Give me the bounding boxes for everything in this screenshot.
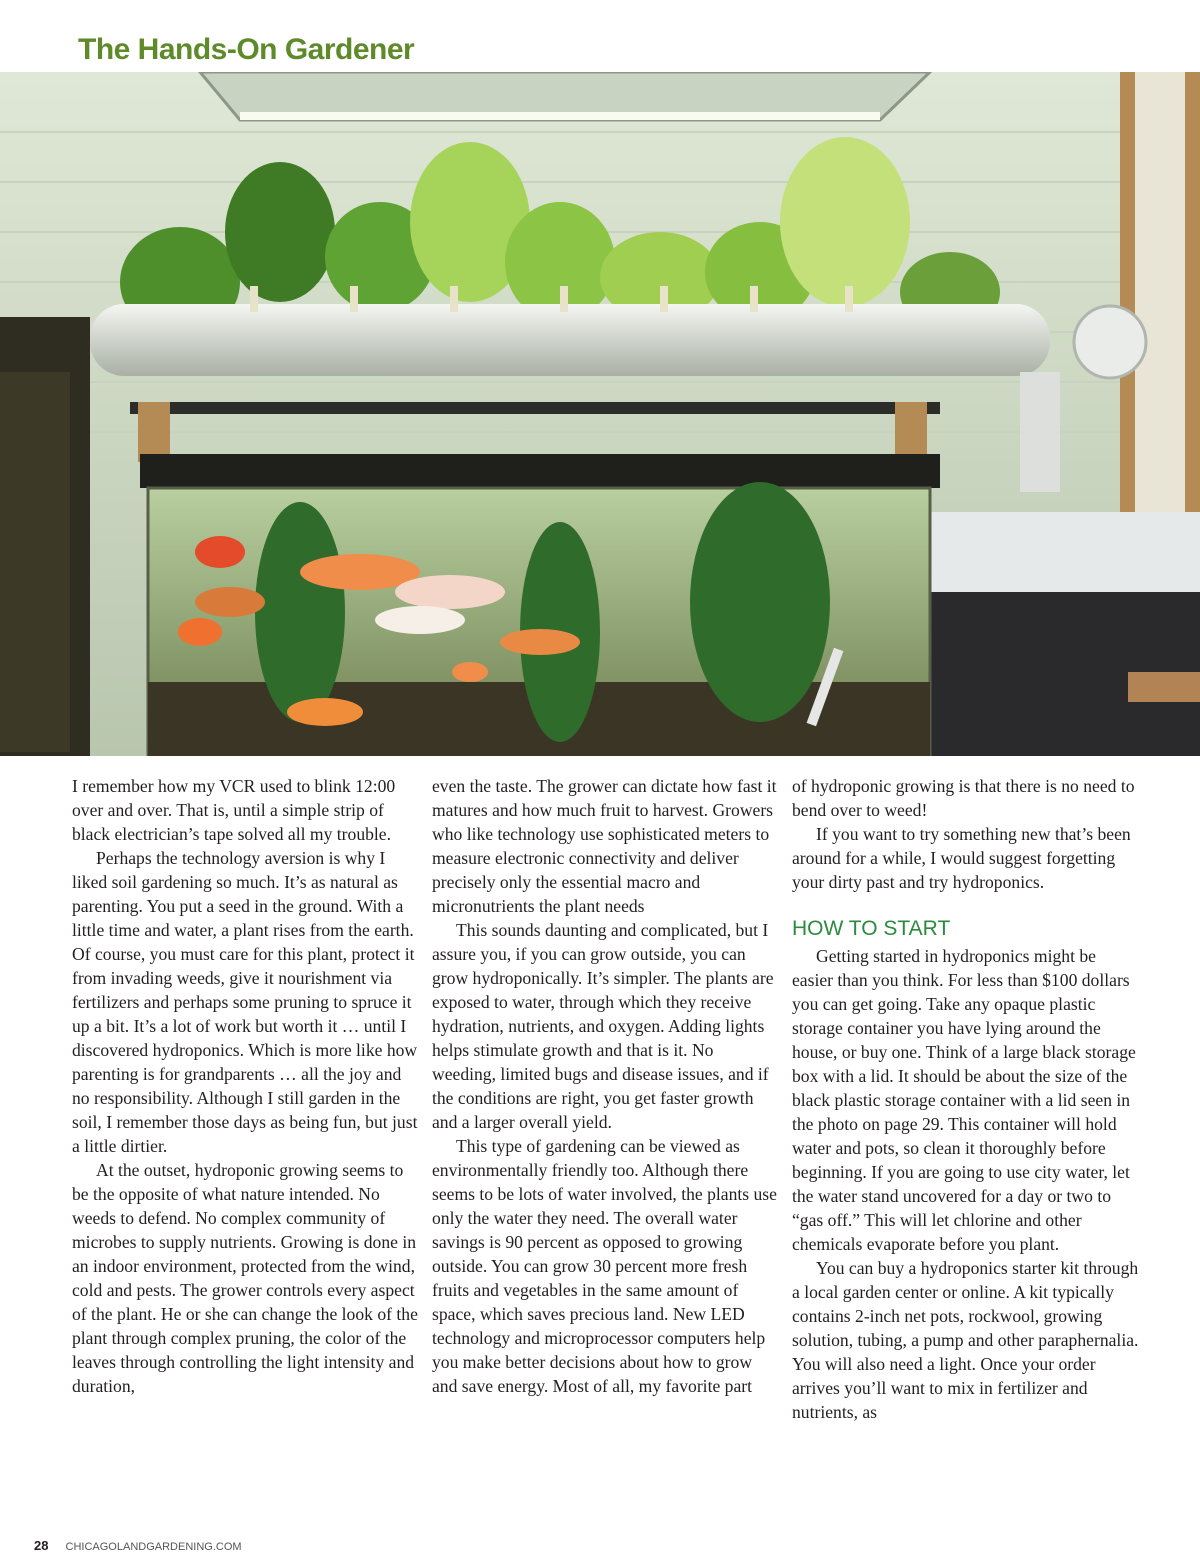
paragraph: of hydroponic growing is that there is no need to bend over to weed! — [792, 776, 1135, 820]
page-number: 28 — [34, 1538, 49, 1553]
text-column-3 — [792, 774, 1140, 1424]
text-column-1 — [72, 774, 420, 1398]
paragraph: Perhaps the technology aversion is why I liked soil gardening so much. It’s as natural as parenting. You put a seed in the ground. With a little time and water, a plant rises from the earth. Of course, you must care for this plant, protect it from invading weeds, give it nourishment via fertilizers and perhaps some pruning to spruce it up a bit. It’s a lot of work but worth it … until I discovered hydroponics. Which is more like how parenting is for grandparents … all the joy and no responsibility. Although I still garden in the soil, I remember those days as being fun, but just a little dirtier. — [72, 848, 418, 1156]
subheading: HOW TO START — [792, 917, 951, 940]
paragraph: At the outset, hydroponic growing seems to be the opposite of what nature intended. No weeds to defend. No complex community of microbes to supply nutrients. Growing is done in an indoor environment, protected from the wind, cold and pests. The grower controls every aspect of the plant. He or she can change the look of the plant through complex pruning, the color of the leaves through controlling the light intensity and duration, — [72, 1160, 418, 1396]
paragraph: This type of gardening can be viewed as environmentally friendly too. Although there seems to be lots of water involved, the plants use only the water they need. The overall water savings is 90 percent as opposed to growing outside. You can grow 30 percent more fresh fruits and vegetables in the same amount of space, which saves precious land. New LED technology and microprocessor computers help you make better decisions about how to grow and save energy. Most of all, my favorite part — [432, 1136, 777, 1396]
paragraph: Getting started in hydroponics might be easier than you think. For less than $100 dollars you can get going. Take any opaque plastic storage container you have lying around the house, or buy one. Think of a large black storage box with a lid. It should be about the size of the black plastic storage container with a lid seen in the photo on page 29. This container will hold water and pots, so clean it thoroughly before beginning. If you are going to use city water, let the water stand uncovered for a day or two to “gas off.” This will let chlorine and other chemicals evaporate before you plant. — [792, 946, 1136, 1254]
page-footer — [34, 1538, 242, 1553]
paragraph: You can buy a hydroponics starter kit through a local garden center or online. A kit typically contains 2-inch net pots, rockwool, growing solution, tubing, a pump and other paraphernalia. You will also need a light. Once your order arrives you’ll want to mix in fertilizer and nutrients, as — [792, 1258, 1139, 1422]
aquaponics-photo — [0, 72, 1200, 756]
paragraph: This sounds daunting and complicated, but I assure you, if you can grow outside, you can grow hydroponically. It’s simpler. The plants are exposed to water, through which they receive hydration, nutrients, and oxygen. Adding lights helps stimulate growth and that is it. No weeding, limited bugs and disease issues, and if the conditions are right, you get faster growth and a larger overall yield. — [432, 920, 774, 1132]
section-title: The Hands-On Gardener — [78, 33, 415, 66]
paragraph: even the taste. The grower can dictate how fast it matures and how much fruit to harvest. Growers who like technology use sophisticated meters to measure electronic connectivity and deliver precisely only the essential macro and micronutrients the plant needs — [432, 776, 777, 916]
paragraph: If you want to try something new that’s been around for a while, I would suggest forgetting your dirty past and try hydroponics. — [792, 824, 1131, 892]
site-url: CHICAGOLANDGARDENING.COM — [65, 1541, 242, 1553]
paragraph: I remember how my VCR used to blink 12:00 over and over. That is, until a simple strip of black electrician’s tape solved all my trouble. — [72, 776, 396, 844]
text-column-2 — [432, 774, 780, 1398]
